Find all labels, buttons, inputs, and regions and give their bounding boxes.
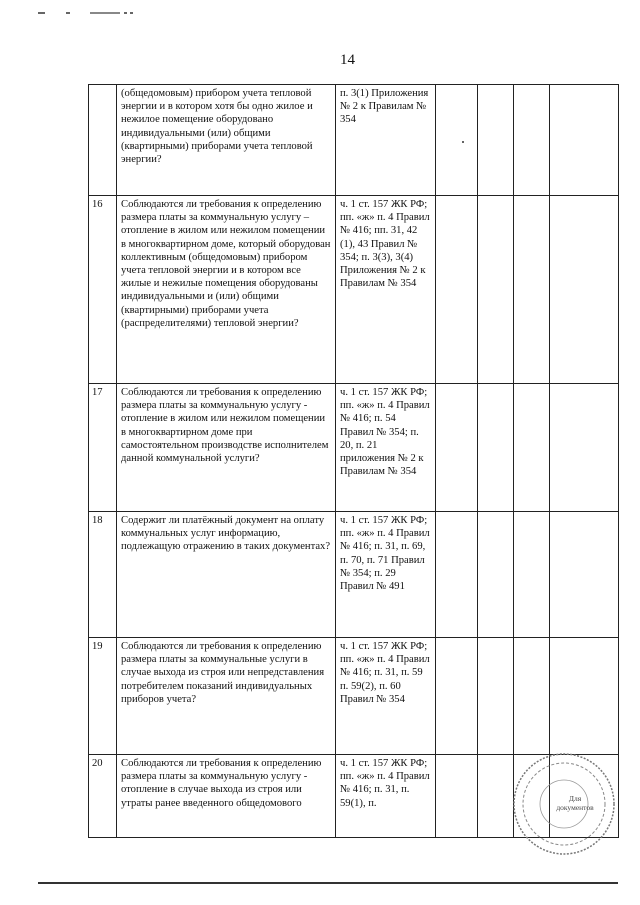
row-number: 20 bbox=[89, 755, 117, 838]
row-number bbox=[89, 85, 117, 196]
question-cell: Соблюдаются ли требования к определению размера платы за коммунальную услугу – отопление в жилом или нежилом помещении в многоквартирном доме, который оборудован коллективным (общедомовым) прибором учета тепловой энергии и в котором все жилые и нежилые помещения оборудованы индивидуальными и (или) общими (квартирными) приборами учета (распределителями) тепловой энергии? bbox=[117, 196, 336, 384]
question-cell: Соблюдаются ли требования к определению размера платы за коммунальную услугу - отопление в жилом или нежилом помещении в многоквартирном доме при самостоятельном производстве исполнителем данной коммунальной услуги? bbox=[117, 384, 336, 512]
table-row bbox=[89, 512, 619, 638]
question-cell: (общедомовым) прибором учета тепловой энергии и в котором хотя бы одно жилое и нежилое помещение оборудовано индивидуальными (или) общими (квартирными) приборами учета тепловой энергии? bbox=[117, 85, 336, 196]
stamp-text: Для документов bbox=[556, 794, 594, 812]
answer-cell bbox=[478, 85, 514, 196]
question-cell: Соблюдаются ли требования к определению размера платы за коммунальную услугу - отопление в случае выхода из строя или утраты ранее введенного общедомового bbox=[117, 755, 336, 838]
answer-cell bbox=[436, 512, 478, 638]
legal-basis-cell: п. 3(1) Приложения № 2 к Правилам № 354 bbox=[336, 85, 436, 196]
question-cell: Соблюдаются ли требования к определению размера платы за коммунальные услуги в случае выхода из строя или непредставления потребителем показаний индивидуальных приборов учета? bbox=[117, 638, 336, 755]
table-row bbox=[89, 384, 619, 512]
answer-cell bbox=[550, 512, 619, 638]
table-row bbox=[89, 85, 619, 196]
row-number: 17 bbox=[89, 384, 117, 512]
answer-cell bbox=[514, 384, 550, 512]
answer-cell bbox=[514, 638, 550, 755]
page-bottom-rule bbox=[38, 882, 618, 884]
answer-cell bbox=[478, 196, 514, 384]
answer-cell bbox=[514, 196, 550, 384]
answer-cell bbox=[550, 384, 619, 512]
requirements-table bbox=[88, 84, 619, 838]
answer-cell bbox=[478, 384, 514, 512]
page-number: 14 bbox=[340, 52, 355, 68]
legal-basis-cell: ч. 1 ст. 157 ЖК РФ; пп. «ж» п. 4 Правил № 416; п. 54 Правил № 354; п. 20, п. 21 приложения № 2 к Правилам № 354 bbox=[336, 384, 436, 512]
answer-cell bbox=[436, 638, 478, 755]
answer-cell bbox=[478, 512, 514, 638]
row-number: 18 bbox=[89, 512, 117, 638]
answer-cell bbox=[514, 85, 550, 196]
legal-basis-cell: ч. 1 ст. 157 ЖК РФ; пп. «ж» п. 4 Правил № 416; п. 31, п. 59 п. 59(2), п. 60 Правил № 354 bbox=[336, 638, 436, 755]
legal-basis-cell: ч. 1 ст. 157 ЖК РФ; пп. «ж» п. 4 Правил № 416; п. 31, п. 69, п. 70, п. 71 Правил № 354; п. 29 Правил № 491 bbox=[336, 512, 436, 638]
answer-cell bbox=[550, 196, 619, 384]
answer-cell bbox=[478, 638, 514, 755]
scan-artifact bbox=[38, 8, 142, 18]
answer-cell bbox=[514, 512, 550, 638]
table-row bbox=[89, 638, 619, 755]
answer-cell bbox=[436, 755, 478, 838]
answer-cell bbox=[436, 196, 478, 384]
answer-cell bbox=[550, 85, 619, 196]
legal-basis-cell: ч. 1 ст. 157 ЖК РФ; пп. «ж» п. 4 Правил № 416; пп. 31, 42 (1), 43 Правил № 354; п. 3(3), 3(4) Приложения № 2 к Правилам № 354 bbox=[336, 196, 436, 384]
question-cell: Содержит ли платёжный документ на оплату коммунальных услуг информацию, подлежащую отражению в таких документах? bbox=[117, 512, 336, 638]
answer-cell bbox=[436, 384, 478, 512]
legal-basis-cell: ч. 1 ст. 157 ЖК РФ; пп. «ж» п. 4 Правил № 416; п. 31, п. 59(1), п. bbox=[336, 755, 436, 838]
answer-cell bbox=[436, 85, 478, 196]
row-number: 16 bbox=[89, 196, 117, 384]
table-row bbox=[89, 196, 619, 384]
row-number: 19 bbox=[89, 638, 117, 755]
answer-cell bbox=[550, 638, 619, 755]
